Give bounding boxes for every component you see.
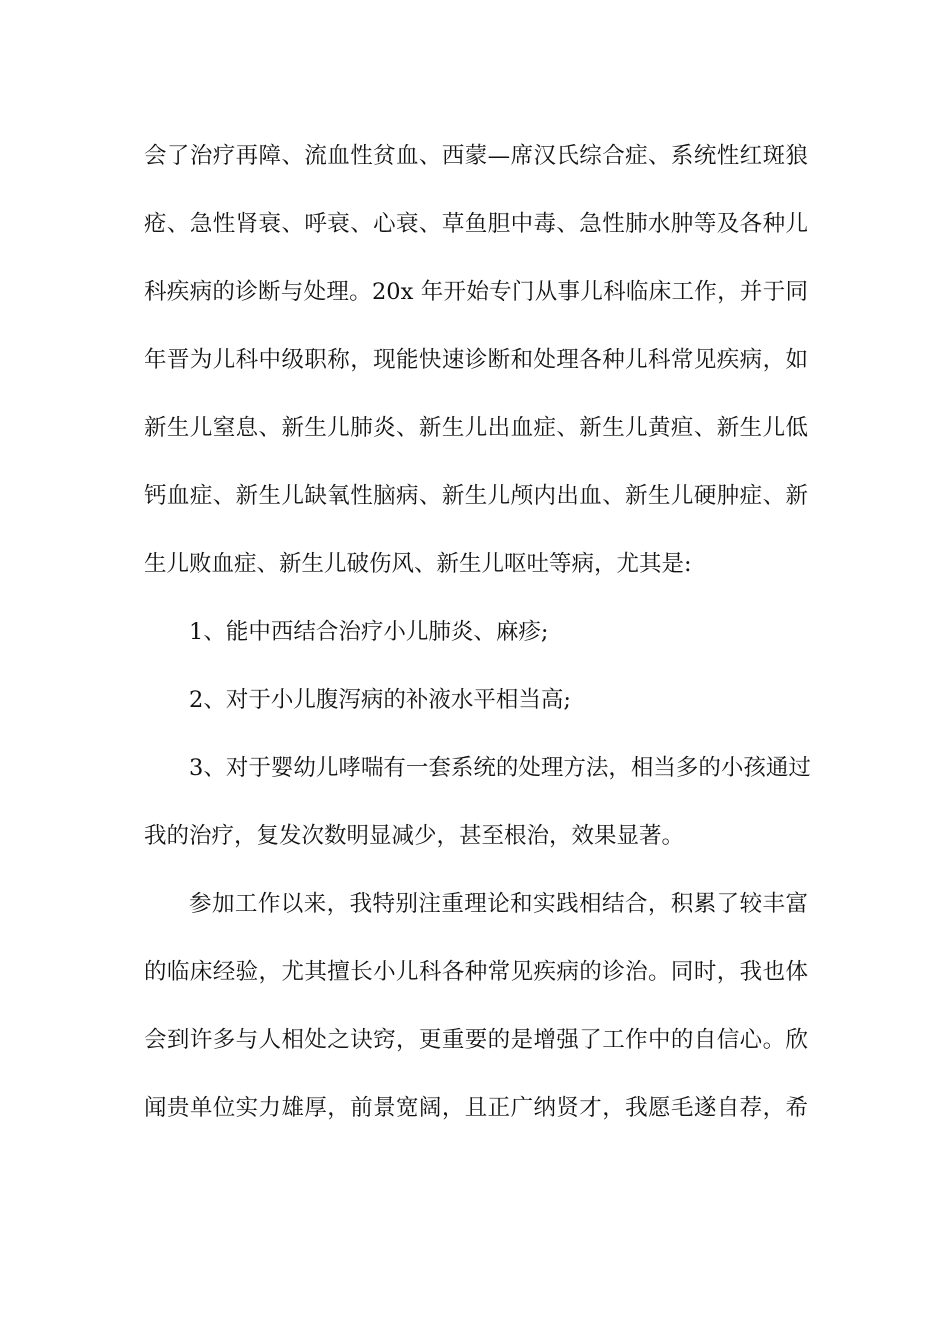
list-item-3: 3、对于婴幼儿哮喘有一套系统的处理方法，相当多的小孩通过 [189, 755, 811, 781]
text-line: 我的治疗，复发次数明显减少，甚至根治，效果显著。 [144, 823, 685, 849]
text-line: 科疾病的诊断与处理。20x 年开始专门从事儿科临床工作，并于同 [144, 279, 808, 305]
text-line: 生儿败血症、新生儿破伤风、新生儿呕吐等病，尤其是: [144, 551, 692, 577]
text-line: 的临床经验，尤其擅长小儿科各种常见疾病的诊治。同时，我也体 [144, 959, 808, 985]
text-line: 闻贵单位实力雄厚，前景宽阔，且正广纳贤才，我愿毛遂自荐，希 [144, 1095, 808, 1121]
text-line: 新生儿窒息、新生儿肺炎、新生儿出血症、新生儿黄疸、新生儿低 [144, 415, 808, 441]
list-item-1: 1、能中西结合治疗小儿肺炎、麻疹; [189, 619, 549, 645]
text-line: 钙血症、新生儿缺氧性脑病、新生儿颅内出血、新生儿硬肿症、新 [144, 483, 808, 509]
body-text [144, 131, 811, 1151]
text-line: 会了治疗再障、流血性贫血、西蒙—席汉氏综合症、系统性红斑狼 [144, 143, 808, 169]
text-line: 疮、急性肾衰、呼衰、心衰、草鱼胆中毒、急性肺水肿等及各种儿 [144, 211, 808, 237]
list-item-2: 2、对于小儿腹泻病的补液水平相当高; [189, 687, 571, 713]
paragraph-start: 参加工作以来，我特别注重理论和实践相结合，积累了较丰富 [189, 891, 808, 917]
text-line: 会到许多与人相处之诀窍，更重要的是增强了工作中的自信心。欣 [144, 1027, 808, 1053]
text-line: 年晋为儿科中级职称，现能快速诊断和处理各种儿科常见疾病，如 [144, 347, 808, 373]
